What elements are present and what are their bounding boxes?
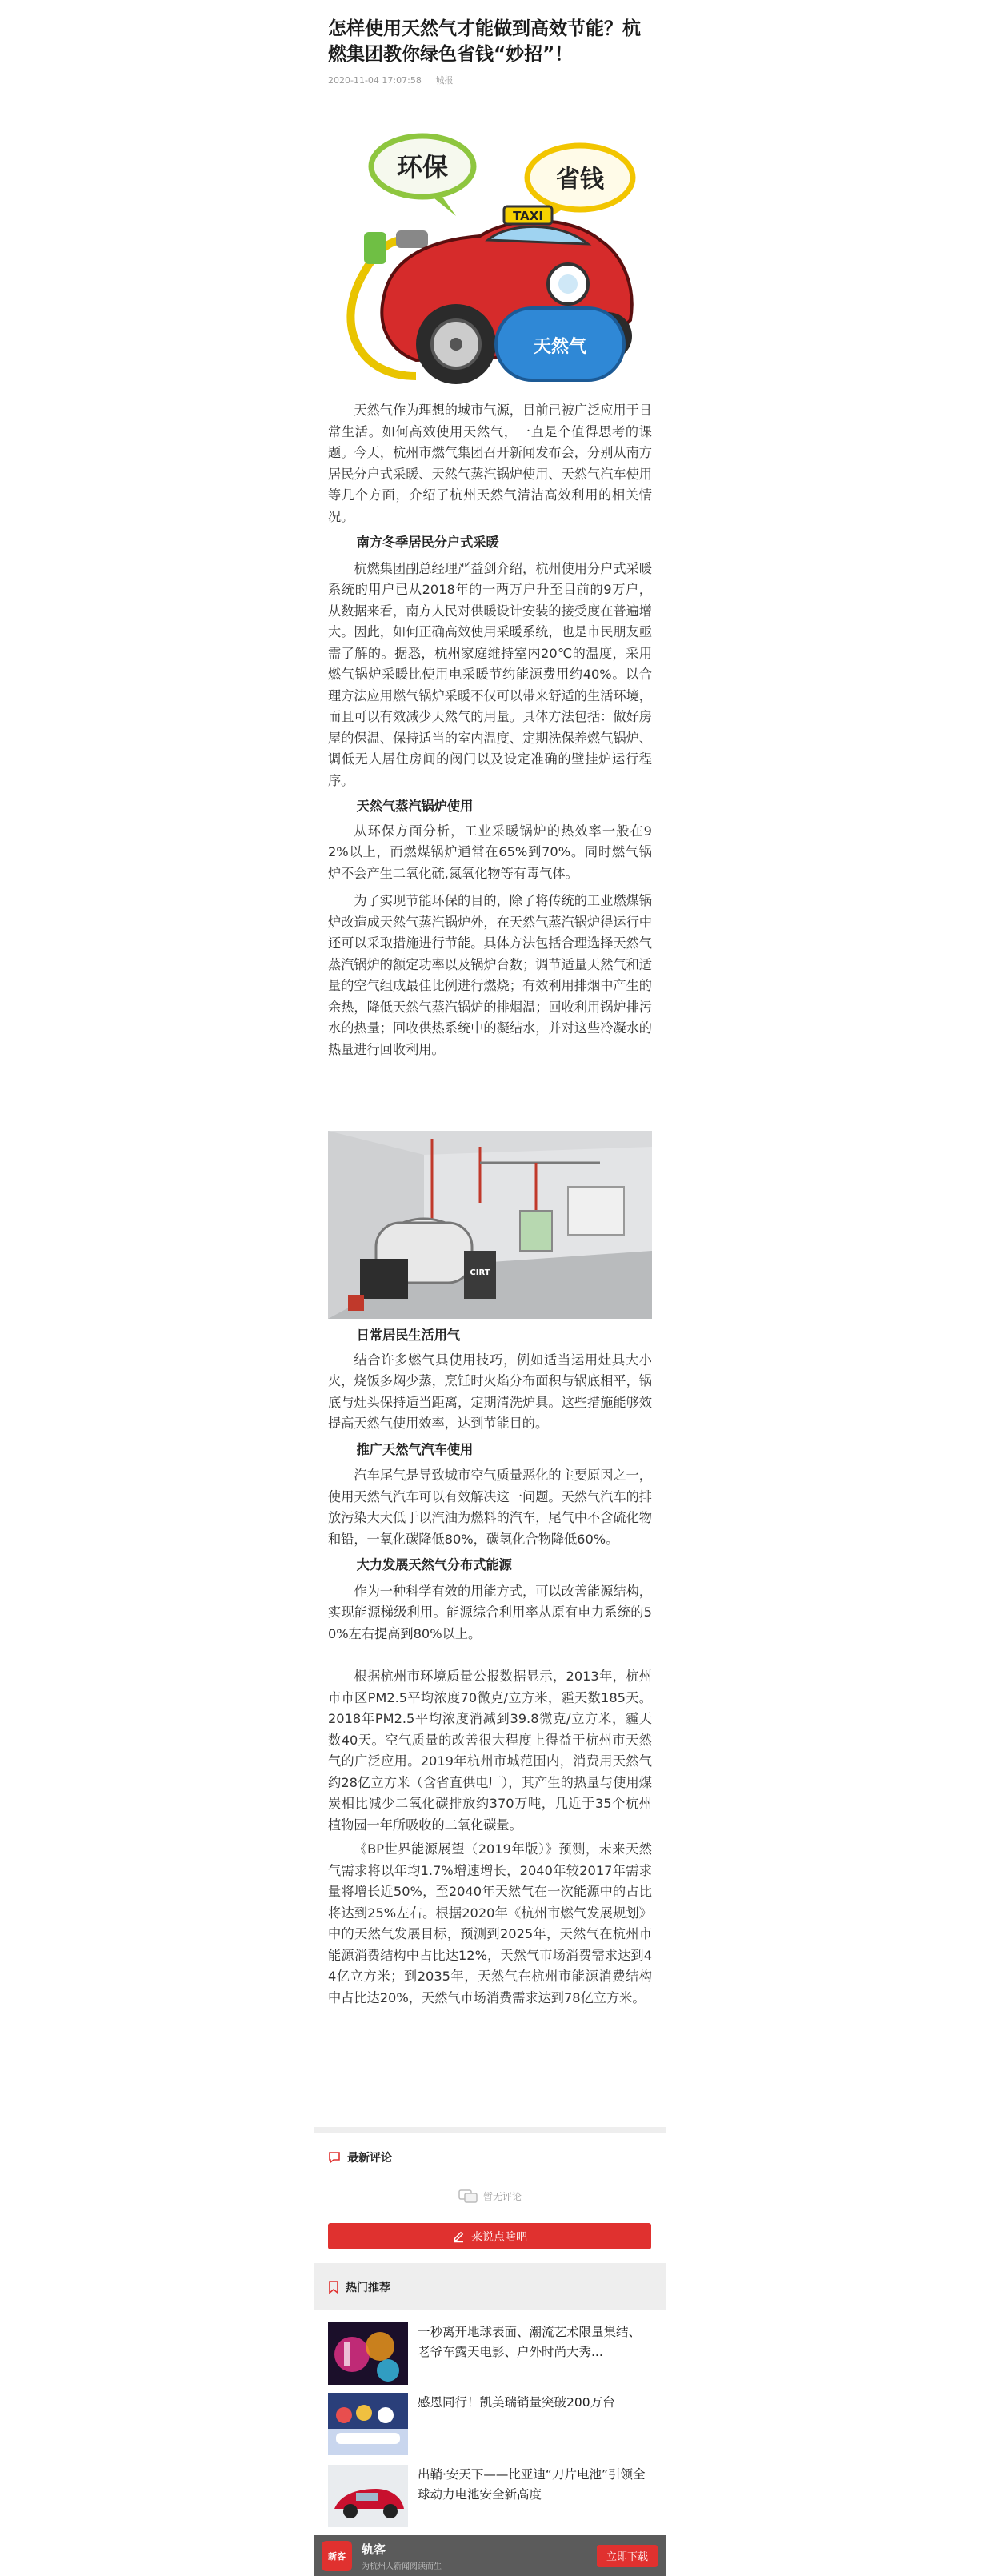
article-paragraph-1: 天然气作为理想的城市气源，目前已被广泛应用于日常生活。如何高效使用天然气，一直是个值得思考的课题。今天，杭州市燃气集团召开新闻发布会，分别从南方居民分户式采暖、天然气蒸汽锅炉使用、天然气汽车使用等几个方面，介绍了杭州天然气清洁高效利用的相关情况。	[328, 403, 652, 524]
article-paragraph-2: 杭燃集团副总经理严益剑介绍，杭州使用分户式采暖系统的用户已从2018年的一两万户升至目前的9万户，从数据来看，南方人民对供暖设计安装的接受度在普遍增大。因此，如何正确高效使用采暖系统，也是市民朋友亟需了解的。据悉，杭州家庭维持室内20℃的温度，采用燃气锅炉采暖比使用电采暖节约能源费用约40%。以合理方法应用燃气锅炉采暖不仅可以带来舒适的生活环境，而且可以有效减少天然气的用量。具体方法包括：做好房屋的保温、保持适当的室内温度、定期洗保养燃气锅炉、调低无人居住房间的阀门以及设定准确的壁挂炉运行程序。	[328, 560, 652, 788]
recommend-thumb-2	[328, 2393, 408, 2455]
write-comment-button[interactable]	[328, 2223, 651, 2249]
bookmark-icon	[328, 2281, 339, 2294]
comments-empty	[314, 2181, 666, 2210]
recommend-thumb-1	[328, 2322, 408, 2385]
article-body-part-2	[328, 1325, 652, 2009]
article-title: 怎样使用天然气才能做到高效节能？杭燃集团教你绿色省钱“妙招”！	[328, 18, 641, 65]
section-divider	[314, 2127, 666, 2133]
recommend-header-label: 热门推荐	[346, 2282, 390, 2294]
article-paragraph-5: 结合许多燃气具使用技巧，例如适当运用灶具大小火，烧饭多焖少蒸，烹饪时火焰分布面积与锅底相平，锅底与灶头保持适当距离，定期清洗炉具。这些措施能够效提高天然气使用效率，达到节能目的。	[328, 1352, 652, 1431]
recommend-title-3: 出鞘·安天下——比亚迪“刀片电池”引领全球动力电池安全新高度	[418, 2467, 646, 2502]
banner-title: 轨客	[362, 2542, 386, 2557]
recommend-header	[314, 2265, 666, 2310]
article-paragraph-7: 作为一种科学有效的用能方式，可以改善能源结构，实现能源梯级利用。能源综合利用率从原有电力系统的50%左右提高到80%以上。	[328, 1583, 652, 1641]
hero-taxi-text: TAXI	[513, 209, 543, 223]
section-heading-boiler: 天然气蒸汽锅炉使用	[356, 799, 474, 814]
recommend-item-3[interactable]	[328, 2465, 652, 2527]
empty-comments-icon	[458, 2188, 478, 2204]
article-date: 2020-11-04 17:07:58	[328, 75, 422, 86]
hero-illustration	[328, 120, 652, 396]
app-logo: 新客	[322, 2541, 352, 2571]
banner-text	[362, 2541, 442, 2571]
comments-empty-text: 暂无评论	[482, 2190, 522, 2202]
article-paragraph-4: 为了实现节能环保的目的，除了将传统的工业燃煤锅炉改造成天然气蒸汽锅炉外，在天然气蒸汽锅炉得运行中还可以采取措施进行节能。具体方法包括合理选择天然气蒸汽锅炉的额定功率以及锅炉台数；调节适量天然气和适量的空气组成最佳比例进行燃烧；有效利用排烟中产生的余热，降低天然气蒸汽锅炉的排烟温；回收利用锅炉排污水的热量；回收供热系统中的凝结水，并对这些冷凝水的热量进行回收利用。	[328, 893, 652, 1057]
hero-bubble-left-text: 环保	[396, 152, 449, 182]
article-paragraph-8: 根据杭州市环境质量公报数据显示，2013年，杭州市市区PM2.5平均浓度70微克/立方米，霾天数185天。2018年PM2.5平均浓度消减到39.8微克/立方米，霾天数40天。空气质量的改善很大程度上得益于杭州市天然气的广泛应用。2019年杭州市城范围内，消费用天然气约28亿立方米（含省直供电厂），其产生的热量与使用煤炭相比减少二氧化碳排放约370万吨，几近于35个杭州植物园一年所吸收的二氧化碳量。	[328, 1669, 652, 1833]
app-download-banner	[314, 2535, 666, 2576]
article-body-part-1	[328, 400, 652, 1060]
article-paragraph-3: 从环保方面分析，工业采暖锅炉的热效率一般在92%以上，而燃煤锅炉通常在65%到70%。同时燃气锅炉不会产生二氧化硫,氮氧化物等有毒气体。	[328, 823, 652, 881]
section-heading-household: 日常居民生活用气	[356, 1328, 461, 1343]
section-heading-heating: 南方冬季居民分户式采暖	[356, 535, 499, 550]
recommend-item-1[interactable]	[328, 2322, 652, 2385]
recommend-item-2[interactable]	[328, 2393, 652, 2455]
article-meta	[328, 74, 464, 86]
comments-header-label: 最新评论	[347, 2152, 392, 2165]
hero-bubble-right-text: 省钱	[556, 166, 604, 194]
boiler-label-text: CIRT	[470, 1268, 490, 1277]
comment-icon	[328, 2151, 341, 2164]
write-comment-label: 来说点啥吧	[471, 2230, 527, 2244]
section-heading-distributed: 大力发展天然气分布式能源	[356, 1557, 512, 1572]
section-heading-vehicles: 推广天然气汽车使用	[356, 1441, 474, 1457]
article-paragraph-9: 《BP世界能源展望（2019年版）》预测，未来天然气需求将以年均1.7%增速增长，2040年较2017年需求量将增长近50%，至2040年天然气在一次能源中的占比将达到25%左右。根据2020年《杭州市燃气发展规划》中的天然气发展目标，预测到2025年，天然气在杭州市能源消费结构中占比达12%，天然气市场消费需求达到44亿立方米；到2035年，天然气在杭州市能源消费结构中占比达20%，天然气市场消费需求达到78亿立方米。	[328, 1841, 652, 2005]
recommend-title-1: 一秒离开地球表面、潮流艺术限量集结、老爷车露天电影、户外时尚大秀...	[418, 2325, 642, 2359]
article-source: 城报	[435, 75, 454, 86]
article-paragraph-6: 汽车尾气是导致城市空气质量恶化的主要原因之一，使用天然气汽车可以有效解决这一问题。天然气汽车的排放污染大大低于以汽油为燃料的汽车，尾气中不含硫化物和铅，一氧化碳降低80%，碳氢化合物降低60%。	[328, 1468, 652, 1547]
recommend-thumb-3	[328, 2465, 408, 2527]
comments-header	[314, 2135, 666, 2180]
boiler-photo	[328, 1131, 652, 1319]
hero-tank-text: 天然气	[533, 337, 587, 357]
recommend-title-2: 感恩同行！凯美瑞销量突破200万台	[418, 2395, 615, 2410]
banner-subtitle: 为杭州人新闻阅读而生	[362, 2562, 442, 2571]
pencil-icon	[452, 2230, 465, 2243]
download-app-button[interactable]: 立即下载	[597, 2545, 658, 2567]
